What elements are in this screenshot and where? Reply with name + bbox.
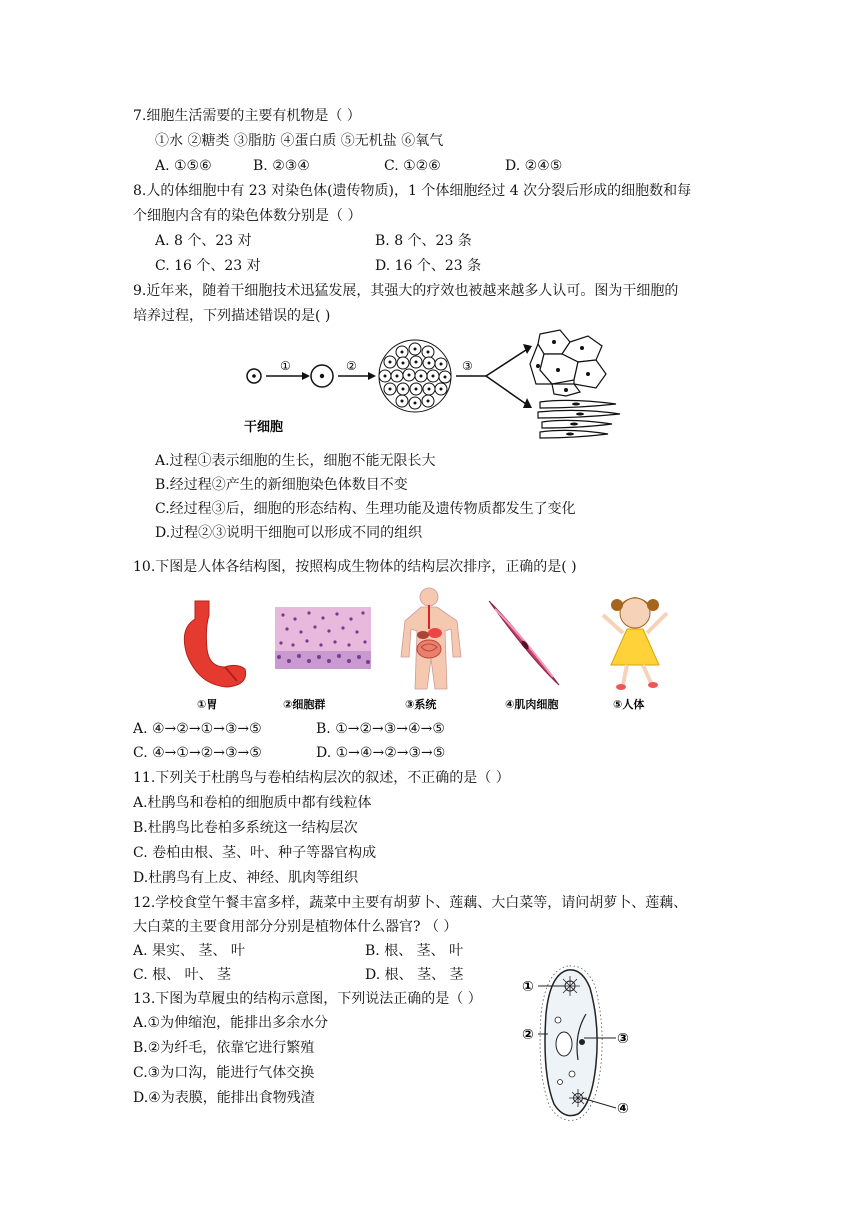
q8-option-a: A. 8 个、23 对 bbox=[155, 233, 252, 249]
q9-option-a: A.过程①表示细胞的生长，细胞不能无限长大 bbox=[155, 453, 436, 469]
step-2-label: ② bbox=[346, 359, 357, 373]
q11-option-b: B.杜鹃鸟比卷柏多系统这一结构层次 bbox=[133, 820, 358, 836]
q7-stem: 7.细胞生活需要的主要有机物是（ ） bbox=[133, 108, 361, 124]
q13-option-c: C.③为口沟，能进行气体交换 bbox=[133, 1065, 315, 1081]
q7-option-b: B. ②③④ bbox=[253, 158, 310, 174]
q9-stem-line2: 培养过程，下列描述错误的是( ) bbox=[133, 308, 331, 324]
q13-option-a: A.①为伸缩泡，能排出多余水分 bbox=[133, 1015, 329, 1031]
q9-option-c: C.经过程③后，细胞的形态结构、生理功能及遗传物质都发生了变化 bbox=[155, 501, 576, 517]
q13-option-b: B.②为纤毛，依靠它进行繁殖 bbox=[133, 1040, 315, 1056]
tissue-image bbox=[275, 607, 371, 669]
epithelial-cells bbox=[530, 330, 606, 396]
caption-human-body: ⑤人体 bbox=[613, 698, 645, 711]
q7-option-c: C. ①②⑥ bbox=[384, 158, 441, 174]
caption-tissue: ②细胞群 bbox=[283, 698, 326, 711]
q9-option-d: D.过程②③说明干细胞可以形成不同的组织 bbox=[155, 525, 423, 541]
q12-option-c: C. 根、 叶、 茎 bbox=[133, 967, 232, 983]
q10-option-c: C. ④→①→②→③→⑤ bbox=[133, 745, 262, 761]
q10-option-d: D. ①→④→②→③→⑤ bbox=[316, 745, 446, 761]
q11-option-c: C. 卷柏由根、茎、叶、种子等器官构成 bbox=[133, 845, 377, 861]
stem-cell-label: 干细胞 bbox=[244, 420, 284, 435]
q12-option-b: B. 根、 茎、 叶 bbox=[365, 943, 464, 959]
body-structure-figure bbox=[165, 585, 695, 715]
q12-option-a: A. 果实、 茎、 叶 bbox=[133, 943, 245, 959]
q11-stem: 11.下列关于杜鹃鸟与卷柏结构层次的叙述，不正确的是（ ） bbox=[133, 770, 510, 786]
macronucleus bbox=[556, 1032, 572, 1056]
q8-stem-line2: 个细胞内含有的染色体数分别是（ ） bbox=[133, 208, 362, 224]
q12-stem-line1: 12.学校食堂午餐丰富多样，蔬菜中主要有胡萝卜、莲藕、大白菜等，请问胡萝卜、莲藕、 bbox=[133, 895, 688, 911]
q9-stem-line1: 9.近年来，随着干细胞技术迅猛发展，其强大的疗效也被越来越多人认可。图为干细胞的 bbox=[133, 283, 679, 299]
human-body-image bbox=[603, 597, 667, 690]
q8-option-b: B. 8 个、23 条 bbox=[375, 233, 472, 249]
cell-cluster bbox=[379, 340, 451, 412]
muscle-cells bbox=[538, 400, 620, 438]
digestive-system-image bbox=[401, 588, 461, 689]
stomach-image bbox=[184, 601, 245, 687]
q13-option-d: D.④为表膜，能排出食物残渣 bbox=[133, 1090, 315, 1106]
q13-stem: 13.下图为草履虫的结构示意图，下列说法正确的是（ ） bbox=[133, 991, 482, 1007]
step-1-label: ① bbox=[280, 359, 291, 373]
caption-muscle-cell: ④肌肉细胞 bbox=[505, 698, 559, 711]
q7-option-a: A. ①⑤⑥ bbox=[155, 158, 212, 174]
q7-items: ①水 ②糖类 ③脂肪 ④蛋白质 ⑤无机盐 ⑥氧气 bbox=[155, 133, 444, 149]
q12-stem-line2: 大白菜的主要食用部分分别是植物体什么器官? （ ） bbox=[133, 919, 458, 935]
label-3: ③ bbox=[617, 1031, 629, 1047]
muscle-cell-image bbox=[489, 601, 559, 685]
q10-option-b: B. ①→②→③→④→⑤ bbox=[316, 721, 445, 737]
caption-system: ③系统 bbox=[405, 698, 437, 711]
q7-option-d: D. ②④⑤ bbox=[505, 158, 563, 174]
label-4: ④ bbox=[617, 1101, 629, 1117]
label-1: ① bbox=[522, 979, 534, 995]
caption-stomach: ①胃 bbox=[197, 698, 218, 711]
q8-stem-line1: 8.人的体细胞中有 23 对染色体(遗传物质)，1 个体细胞经过 4 次分裂后形成的细胞数和每 bbox=[133, 183, 692, 199]
q8-option-c: C. 16 个、23 对 bbox=[155, 258, 261, 274]
stem-cell-diagram bbox=[240, 328, 630, 443]
q9-option-b: B.经过程②产生的新细胞染色体数目不变 bbox=[155, 477, 408, 493]
q10-stem: 10.下图是人体各结构图，按照构成生物体的结构层次排序，正确的是( ) bbox=[133, 559, 577, 575]
paramecium-diagram bbox=[520, 964, 640, 1124]
q11-option-a: A.杜鹃鸟和卷柏的细胞质中都有线粒体 bbox=[133, 795, 372, 811]
label-2: ② bbox=[522, 1027, 534, 1043]
q12-option-d: D. 根、 茎、 茎 bbox=[365, 967, 464, 983]
q8-option-d: D. 16 个、23 条 bbox=[375, 258, 482, 274]
q11-option-d: D.杜鹃鸟有上皮、神经、肌肉等组织 bbox=[133, 870, 359, 886]
step-3-label: ③ bbox=[462, 359, 473, 373]
q10-option-a: A. ④→②→①→③→⑤ bbox=[133, 721, 262, 737]
